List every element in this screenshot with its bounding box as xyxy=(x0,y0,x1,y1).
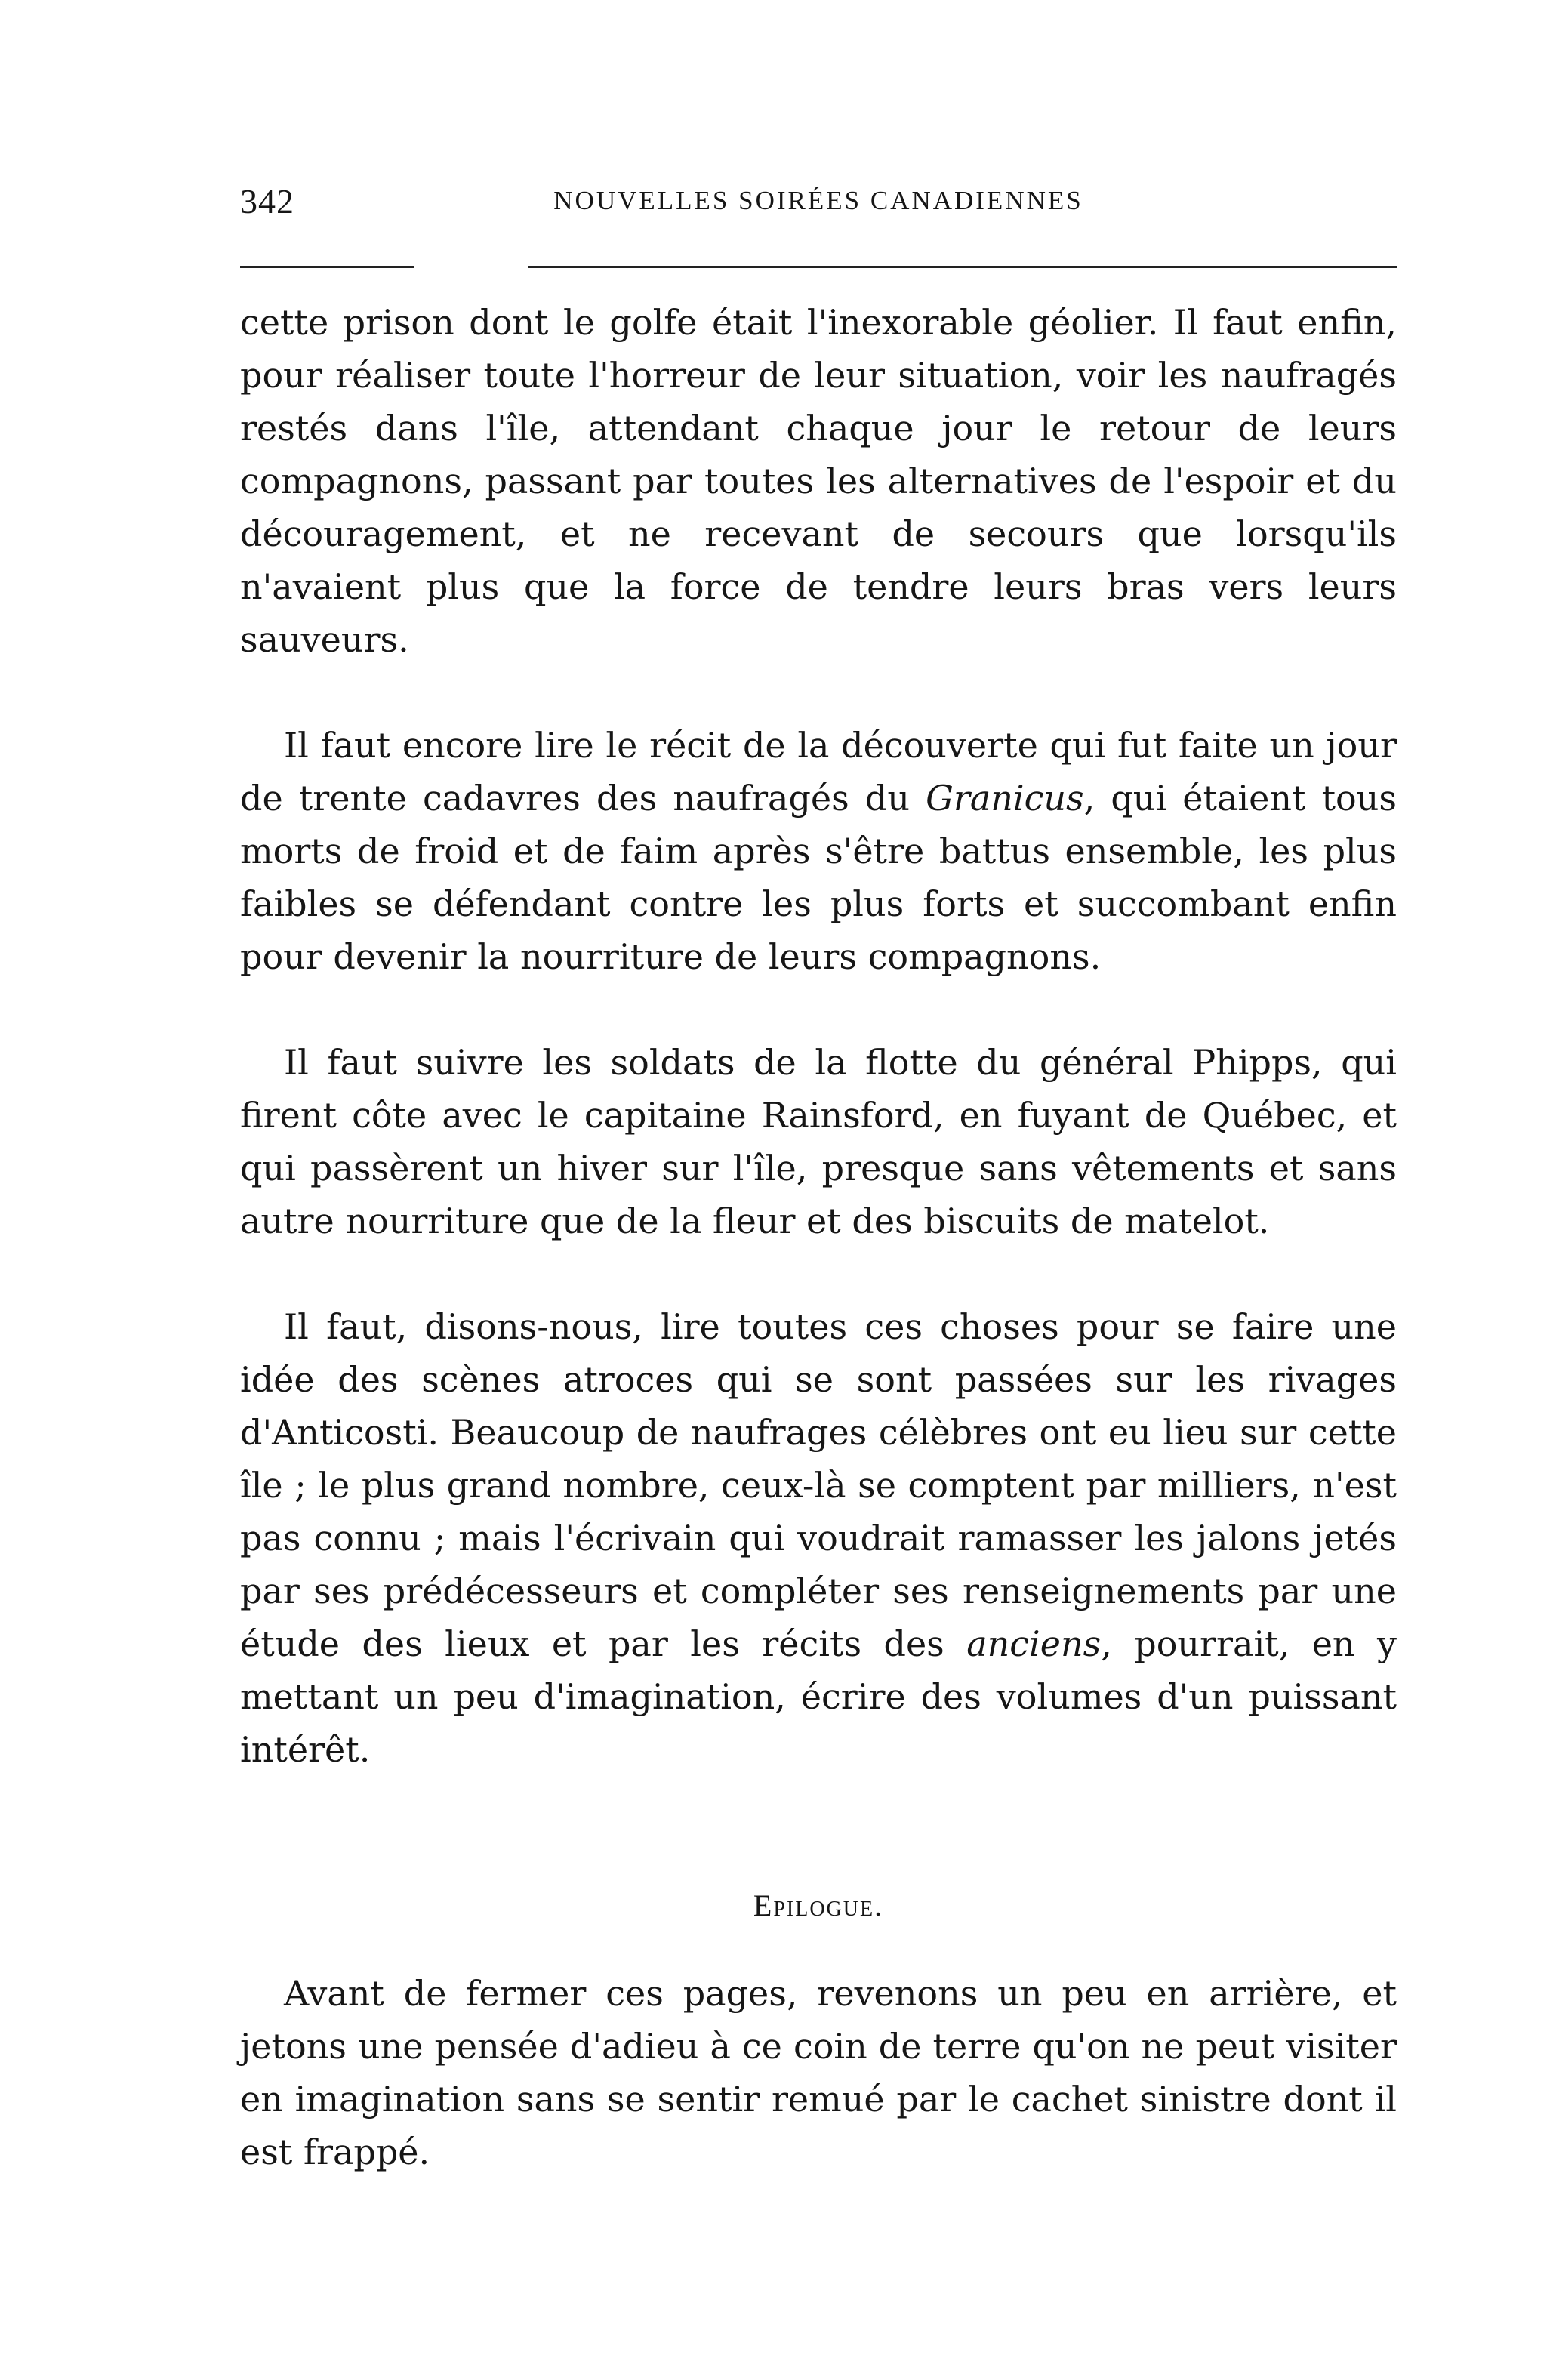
header-rule-left xyxy=(240,266,414,268)
emphasis-word: anciens xyxy=(966,1623,1102,1664)
paragraph-anticosti xyxy=(240,1300,1397,1776)
paragraph-granicus xyxy=(240,719,1397,983)
paragraph-text: Il faut encore lire le récit de la découverte qui fut faite un jour de trente cadavres des naufragés du xyxy=(240,725,1397,819)
page-number: 342 xyxy=(240,182,294,220)
paragraph-text: , qui étaient tous morts de froid et de faim après s'être battus ensemble, les plus faibles se défendant contre les plus forts et succombant enfin pour devenir la nourriture de leurs compagnons. xyxy=(240,778,1397,977)
paragraph-phipps: Il faut suivre les soldats de la flotte du général Phipps, qui firent côte avec le capitaine Rainsford, en fuyant de Québec, et qui passèrent un hiver sur l'île, presque sans vêtements et sans autre nourriture que de la fleur et des biscuits de matelot. xyxy=(240,1042,1397,1241)
running-title: NOUVELLES SOIRÉES CANADIENNES xyxy=(553,186,1083,215)
paragraph-text: Il faut, disons-nous, lire toutes ces choses pour se faire une idée des scènes atroces qui se sont passées sur les rivages d'Anticosti. Beaucoup de naufrages célèbres ont eu lieu sur cette île ; le plus grand nombre, ceux-là se comptent par milliers, n'est pas connu ; mais l'écrivain qui voudrait ramasser les jalons jetés par ses prédécesseurs et compléter ses renseignements par une étude des lieux et par les récits des xyxy=(240,1306,1397,1664)
paragraph-continued: cette prison dont le golfe était l'inexorable géolier. Il faut enfin, pour réaliser toute l'horreur de leur situation, voir les naufragés restés dans l'île, attendant chaque jour le retour de leurs compagnons, passant par toutes les alternatives de l'espoir et du découragement, et ne recevant de secours que lorsqu'ils n'avaient plus que la force de tendre leurs bras vers leurs sauveurs. xyxy=(240,302,1397,660)
page-header xyxy=(240,181,1397,227)
section-heading: Epilogue. xyxy=(753,1888,884,1922)
paragraph-epilogue: Avant de fermer ces pages, revenons un peu en arrière, et jetons une pensée d'adieu à ce coin de terre qu'on ne peut visiter en imagination sans se sentir remué par le cachet sinistre dont il est frappé. xyxy=(240,1973,1397,2172)
body-text xyxy=(240,296,1397,2178)
ship-name: Granicus xyxy=(926,778,1084,819)
paragraph-text: , pourrait, en y mettant un peu d'imagination, écrire des volumes d'un puissant intérêt. xyxy=(240,1623,1397,1770)
header-rule-right xyxy=(528,266,1397,268)
